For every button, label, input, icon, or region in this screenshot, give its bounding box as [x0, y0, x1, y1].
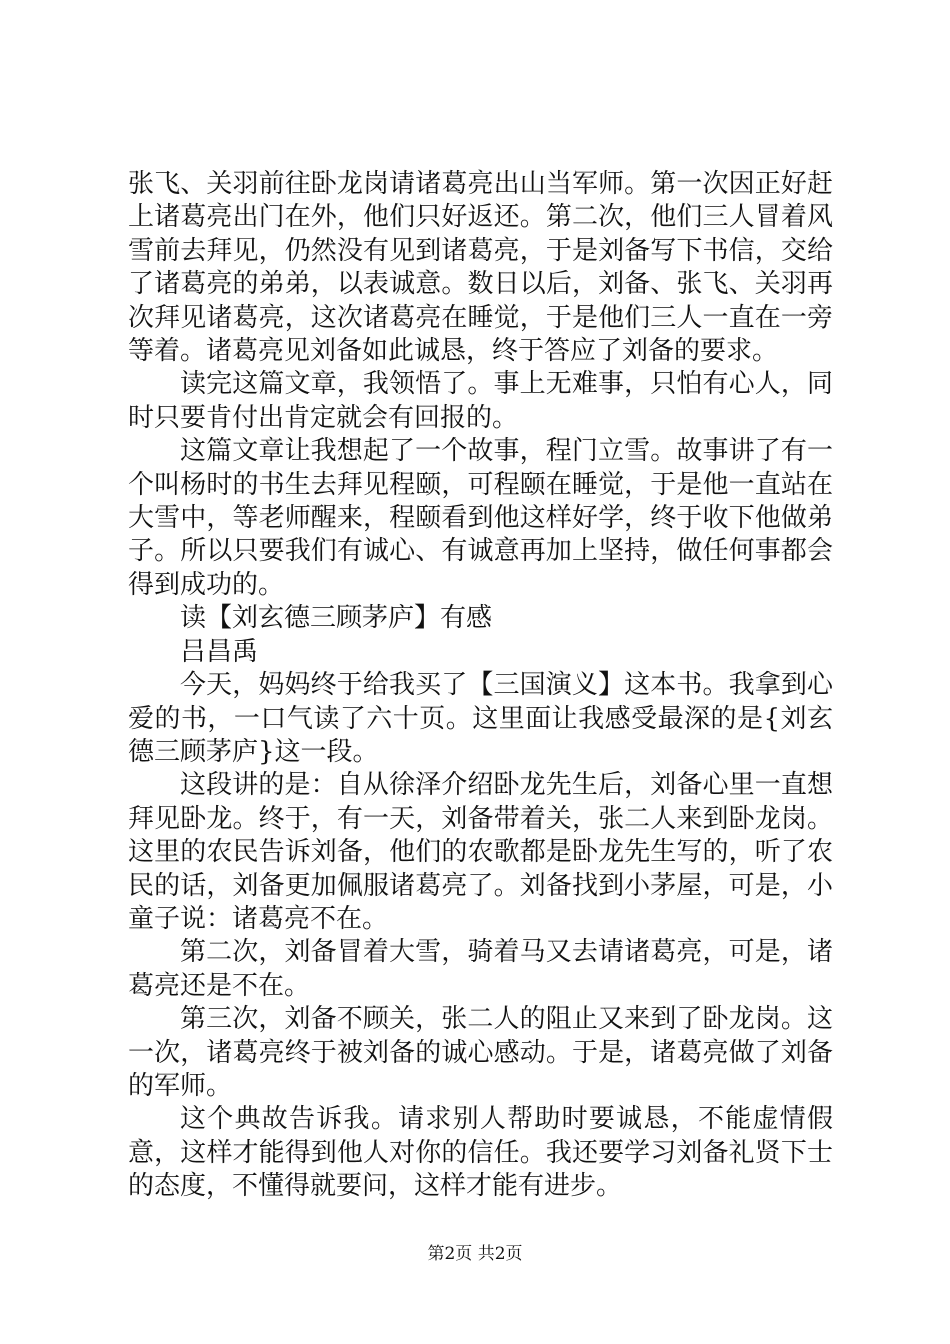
paragraph: 这段讲的是：自从徐泽介绍卧龙先生后，刘备心里一直想拜见卧龙。终于，有一天，刘备带着关，张二人来到卧龙岗。这里的农民告诉刘备，他们的农歌都是卧龙先生写的，听了农民的话，刘备更加佩服诸葛亮了。刘备找到小茅屋，可是，小童子说：诸葛亮不在。	[128, 770, 833, 934]
paragraph: 第二次，刘备冒着大雪，骑着马又去请诸葛亮，可是，诸葛亮还是不在。	[128, 937, 833, 1001]
page-number-label: 第2页 共2页	[427, 1244, 523, 1264]
page-footer	[0, 1243, 950, 1265]
document-body	[128, 168, 833, 1204]
paragraph: 今天，妈妈终于给我买了【三国演义】这本书。我拿到心爱的书，一口气读了六十页。这里面让我感受最深的是{刘玄德三顾茅庐}这一段。	[128, 670, 833, 767]
paragraph: 读完这篇文章，我领悟了。事上无难事，只怕有心人，同时只要肯付出肯定就会有回报的。	[128, 369, 833, 433]
paragraph: 第三次，刘备不顾关，张二人的阻止又来到了卧龙岗。这一次，诸葛亮终于被刘备的诚心感动。于是，诸葛亮做了刘备的军师。	[128, 1004, 833, 1101]
essay-title: 读【刘玄德三顾茅庐】有感	[180, 603, 493, 634]
paragraph: 张飞、关羽前往卧龙岗请诸葛亮出山当军师。第一次因正好赶上诸葛亮出门在外，他们只好返还。第二次，他们三人冒着风雪前去拜见，仍然没有见到诸葛亮，于是刘备写下书信，交给了诸葛亮的弟弟，以表诚意。数日以后，刘备、张飞、关羽再次拜见诸葛亮，这次诸葛亮在睡觉，于是他们三人一直在一旁等着。诸葛亮见刘备如此诚恳，终于答应了刘备的要求。	[128, 169, 833, 367]
paragraph: 这个典故告诉我。请求别人帮助时要诚恳，不能虚情假意，这样才能得到他人对你的信任。我还要学习刘备礼贤下士的态度，不懂得就要问，这样才能有进步。	[128, 1104, 833, 1202]
author-name: 吕昌禹	[180, 636, 259, 667]
paragraph: 这篇文章让我想起了一个故事，程门立雪。故事讲了有一个叫杨时的书生去拜见程颐，可程颐在睡觉，于是他一直站在大雪中，等老师醒来，程颐看到他这样好学，终于收下他做弟子。所以只要我们有诚心、有诚意再加上坚持，做任何事都会得到成功的。	[128, 436, 833, 600]
